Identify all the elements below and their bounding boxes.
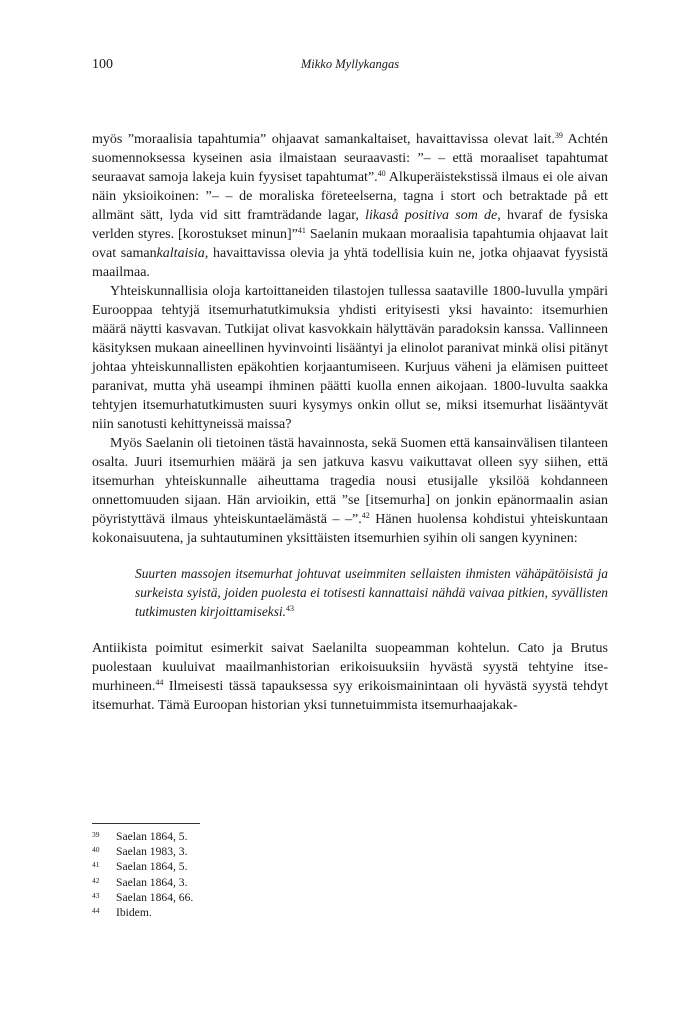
page-header bbox=[92, 57, 608, 73]
footnote-text: Saelan 1983, 3. bbox=[116, 845, 188, 859]
text-run: Yhteiskunnallisia oloja kartoittaneiden tilastojen tullessa saataville 1800-luvulla ympäri Eurooppaa tehtyjä itsemurhatutkimuksia yhdisti erityisesti yksi havainto: itsemurhien määrä näytti kasvavan. Tutkijat olivat kasvokkain hälyttävän paradoksin kanssa. Vallinneen käsityksen mukaan aineellinen hyvinvointi lisääntyi ja elinolot paranivat minkä olisi pitänyt johtaa yhteiskunnallisten epäkohtien korjaantumiseen. Kurjuus väheni ja elämisen puitteet paranivat, mutta yhä useampi ihminen päätti kuolla ennen aikojaan. 1800-luvulta saakka tehtyjen itsemurhatutkimusten suuri kysymys onkin ollut se, miksi itsemurhat lisääntyvät niin sanotusti kehittyneissä maissa? bbox=[92, 284, 608, 432]
text-run: , havaittavissa olevia ja yhtä todellisia kuin ne, jotka ohjaavat fyysistä maailmaa. bbox=[92, 246, 608, 280]
footnote-number: 44 bbox=[92, 906, 100, 916]
footnote bbox=[92, 859, 608, 874]
text-run: myös ”moraalisia tapahtumia” ohjaavat samankaltaiset, havaittavissa olevat lait. bbox=[92, 132, 555, 147]
body-text bbox=[92, 130, 608, 715]
footnote-number: 43 bbox=[92, 890, 100, 900]
text-run: Achtén suomennoksessa kyseinen asia ilmaistaan seuraavasti: ”– – että moraaliset tapahtumat seuraavat samoja lakeja kuin fyysiset tapahtumat”. bbox=[92, 132, 609, 185]
text-run: , hvaraf de fysiska verlden styres. [korostukset minun]” bbox=[92, 208, 609, 242]
footnote bbox=[92, 829, 608, 844]
footnote-reference: 40 bbox=[377, 169, 386, 178]
footnote-reference: 43 bbox=[286, 604, 294, 613]
page-number: 100 bbox=[92, 57, 113, 72]
footnote-reference: 44 bbox=[155, 678, 164, 687]
paragraphs bbox=[92, 130, 608, 548]
footnote-text: Saelan 1864, 3. bbox=[116, 875, 188, 889]
footnote-reference: 41 bbox=[297, 226, 306, 235]
footnotes bbox=[92, 829, 608, 920]
footnote-number: 42 bbox=[92, 875, 100, 885]
text-run: Myös Saelanin oli tietoinen tästä havainnosta, sekä Suomen että kansainvälisen tilanteen osalta. Juuri itsemurhien määrä ja sen jatkuva kasvu vaikuttavat olleen syy siihen, että itsemurhan yhteiskunnalle aiheuttama tragedia nousi etusijalle yksilöä kohdanneen onnettomuuden sijaan. Hän arvioikin, että ”se [itsemurha] on jonkin epänormaalin asian pöyristyttävä ilmaus yhteiskuntaelämästä – –”. bbox=[92, 436, 608, 527]
paragraph bbox=[92, 639, 608, 715]
italic-text: likaså positiva som de bbox=[365, 208, 498, 223]
footnote-text: Ibidem. bbox=[116, 906, 152, 920]
italic-text: kaltaisia bbox=[156, 246, 205, 261]
footnote bbox=[92, 905, 608, 920]
footnote-divider bbox=[92, 823, 200, 824]
footnote bbox=[92, 875, 608, 890]
text-run: Saelanin mukaan moraalisia tapahtumia ohjaavat lait ovat saman bbox=[92, 227, 609, 261]
footnote-text: Saelan 1864, 66. bbox=[116, 890, 194, 904]
running-head: Mikko Myllykangas bbox=[300, 57, 400, 71]
text-run: Antiikista poimitut esimerkit saivat Saelanilta suopeamman kohtelun. Cato ja Brutus puolestaan kuuluivat maailmanhistorian erikoisuuksiin hyvästä syystä tehtyine itsemurhineen. bbox=[92, 641, 608, 694]
footnote-number: 41 bbox=[92, 860, 100, 870]
text-run: Alkuperäistekstissä ilmaus ei ole aivan näin yksioikoinen: ”– – de moraliska företeelserna, tagna i stort och betraktade på ett allmänt sätt, lyda vid sitt framträdande lagar, bbox=[92, 170, 608, 223]
block-quote bbox=[135, 564, 608, 621]
text-run: Ilmeisesti tässä tapauksessa syy erikoismainintaan oli hyvästä syystä tehdyt itsemurhat. Tämä Euroopan historian yksi tunnetuimmista itsemurhaajakak- bbox=[92, 679, 608, 713]
footnote bbox=[92, 844, 608, 859]
footnote-reference: 42 bbox=[361, 511, 370, 520]
footnote-number: 39 bbox=[92, 830, 100, 839]
footnote-text: Saelan 1864, 5. bbox=[116, 830, 188, 843]
paragraph bbox=[92, 434, 608, 548]
block-quote-text: Suurten massojen itsemurhat johtuvat useimmiten sellaisten ihmisten vähäpätöisistä ja surkeista syistä, joiden puolesta ei totisesti kannattaisi nähdä vaivaa pitkien, syvällisten tutkimusten kirjoittamiseksi. bbox=[135, 566, 608, 619]
footnote-text: Saelan 1864, 5. bbox=[116, 860, 188, 874]
paragraph bbox=[92, 282, 608, 434]
footnote-number: 40 bbox=[92, 845, 100, 855]
footnote-reference: 39 bbox=[554, 131, 563, 140]
footnote bbox=[92, 890, 608, 905]
text-run: Hänen huolensa kohdistui yhteiskuntaan kokonaisuutena, ja suhtautuminen yksittäisten itsemurhien syihin oli sangen kyyninen: bbox=[92, 512, 608, 546]
paragraph bbox=[92, 130, 608, 282]
